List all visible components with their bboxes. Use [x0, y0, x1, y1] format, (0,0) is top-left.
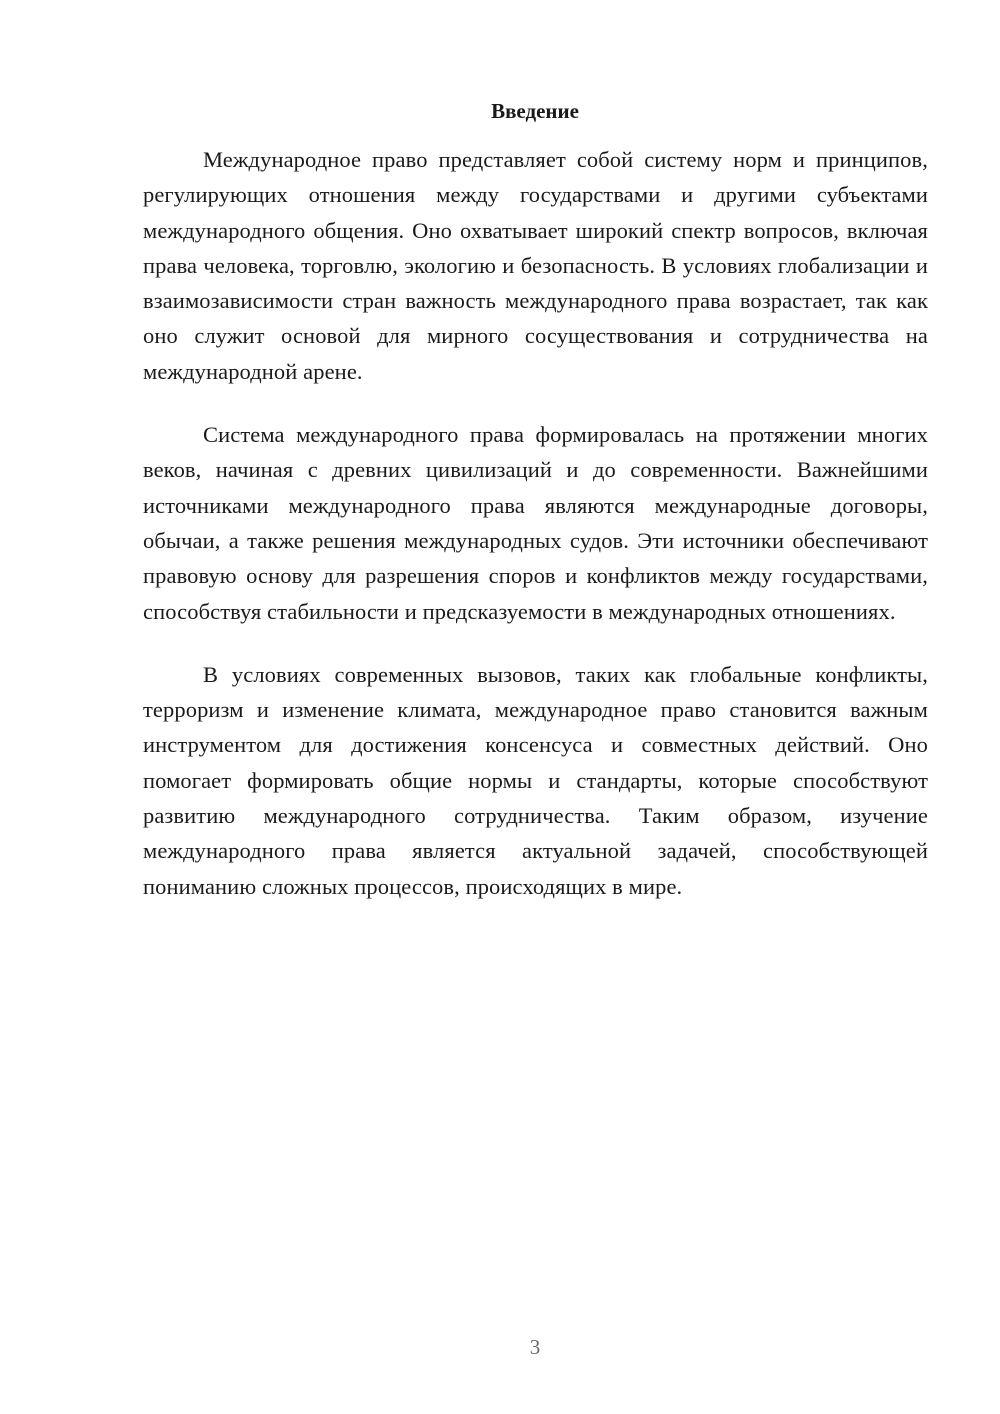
body-text [143, 142, 928, 932]
section-heading: Введение [491, 99, 579, 123]
paragraph-1: Международное право представляет собой систему норм и принципов, регулирующих отношения между государствами и другими субъектами международного общения. Оно охватывает широкий спектр вопросов, включая права человека, торговлю, экологию и безопасность. В условиях глобализации и взаимозависимости стран важность международного права возрастает, так как оно служит основой для мирного сосуществования и сотрудничества на международной арене. [143, 147, 928, 384]
page-number: 3 [529, 1335, 541, 1359]
paragraph-3: В условиях современных вызовов, таких как глобальные конфликты, терроризм и изменение климата, международное право становится важным инструментом для достижения консенсуса и совместных действий. Оно помогает формировать общие нормы и стандарты, которые способствуют развитию международного сотрудничества. Таким образом, изучение международного права является актуальной задачей, способствующей пониманию сложных процессов, происходящих в мире. [143, 661, 928, 899]
paragraph-2: Система международного права формировалась на протяжении многих веков, начиная с древних цивилизаций и до современности. Важнейшими источниками международного права являются международные договоры, обычаи, а также решения международных судов. Эти источники обеспечивают правовую основу для разрешения споров и конфликтов между государствами, способствуя стабильности и предсказуемости в международных отношениях. [143, 422, 928, 624]
